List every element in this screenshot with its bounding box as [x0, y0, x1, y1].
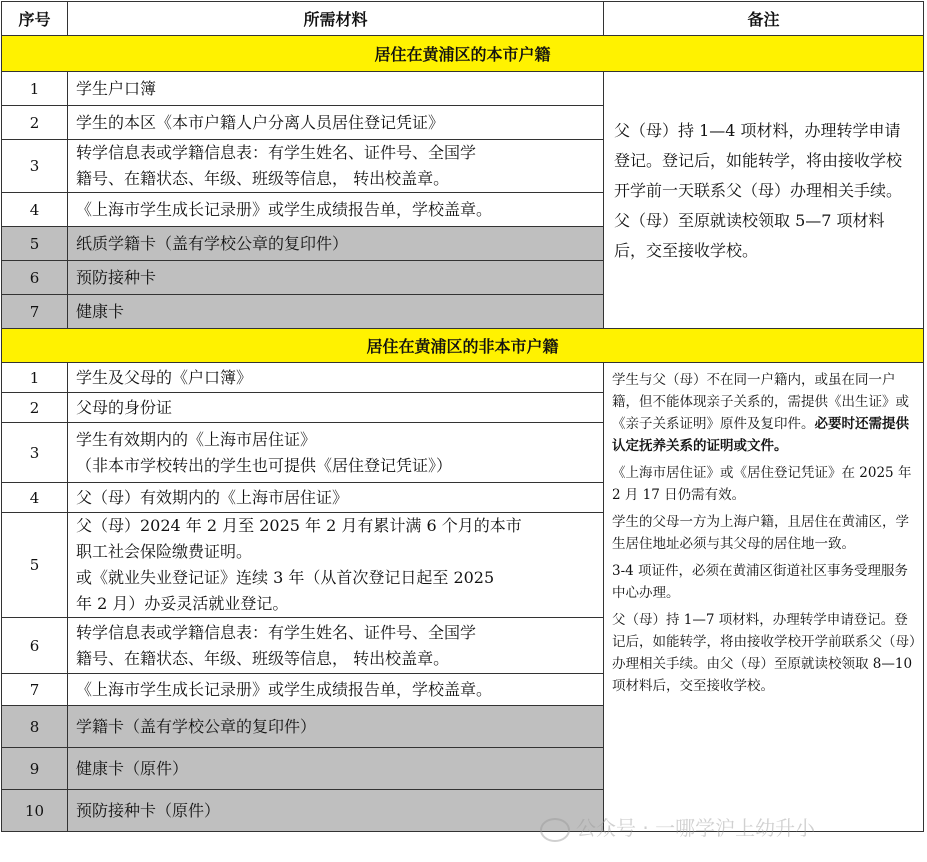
row-number: 5	[2, 227, 68, 261]
material-line: 健康卡（原件）	[76, 758, 189, 778]
row-material	[68, 72, 604, 106]
material-line: 学生户口簿	[76, 78, 157, 98]
section2-note	[604, 363, 924, 832]
header-row	[2, 2, 924, 36]
material-line: 转学信息表或学籍信息表：有学生姓名、证件号、全国学	[76, 143, 477, 162]
row-number: 6	[2, 618, 68, 674]
material-line: 转学信息表或学籍信息表：有学生姓名、证件号、全国学	[76, 622, 477, 642]
row-number: 9	[2, 748, 68, 790]
row-number: 6	[2, 261, 68, 295]
row-material	[68, 674, 604, 706]
table-row	[2, 72, 924, 106]
row-material	[68, 423, 604, 483]
row-material	[68, 483, 604, 513]
row-number: 3	[2, 423, 68, 483]
material-line: 健康卡	[76, 301, 125, 321]
note-paragraph: 《上海市居住证》或《居住登记凭证》在 2025 年 2 月 17 日仍需有效。	[612, 465, 912, 503]
row-number: 2	[2, 106, 68, 140]
row-material	[68, 295, 604, 329]
row-number: 4	[2, 193, 68, 227]
material-line: 学生及父母的《户口簿》	[76, 367, 253, 387]
material-line: 年 2 月）办妥灵活就业登记。	[76, 594, 289, 613]
row-number: 4	[2, 483, 68, 513]
row-material	[68, 227, 604, 261]
row-material	[68, 261, 604, 295]
note-paragraph: 学生的父母一方为上海户籍，且居住在黄浦区，学生居住地址必须与其父母的居住地一致。	[612, 514, 909, 552]
row-number: 2	[2, 393, 68, 423]
material-line: 学生有效期内的《上海市居住证》	[76, 429, 317, 449]
row-number: 1	[2, 72, 68, 106]
row-material	[68, 513, 604, 618]
material-line: 职工社会保险缴费证明。	[76, 542, 253, 561]
section1-note	[604, 72, 924, 329]
material-line: 纸质学籍卡（盖有学校公章的复印件）	[76, 233, 349, 253]
row-number: 1	[2, 363, 68, 393]
material-line: 学生的本区《本市户籍人户分离人员居住登记凭证》	[76, 112, 445, 132]
note-paragraph: 3-4 项证件，必须在黄浦区街道社区事务受理服务中心办理。	[612, 563, 909, 601]
note-paragraph: 父（母）至原就读校领取 5—7 项材料后，交至接收学校。	[614, 211, 885, 260]
row-number: 10	[2, 790, 68, 832]
header-materials: 所需材料	[68, 2, 604, 36]
note-paragraph	[612, 369, 917, 457]
row-material	[68, 363, 604, 393]
material-line: 籍号、在籍状态、年级、班级等信息， 转出校盖章。	[76, 648, 450, 668]
material-line: （非本市学校转出的学生也可提供《居住登记凭证》）	[76, 455, 453, 475]
row-material	[68, 193, 604, 227]
section-header-row	[2, 329, 924, 363]
row-number: 7	[2, 674, 68, 706]
row-material	[68, 393, 604, 423]
row-material	[68, 106, 604, 140]
material-line: 《上海市学生成长记录册》或学生成绩报告单，学校盖章。	[76, 199, 493, 219]
note-text: 学生与父（母）不在同一户籍内，或虽在同一户籍，但不能体现亲子关系的，需提供《出生证》或《亲子关系证明》原件及复印件。	[612, 372, 909, 432]
material-line: 或《就业失业登记证》连续 3 年（从首次登记日起至 2025	[76, 568, 495, 587]
material-line: 籍号、在籍状态、年级、班级等信息， 转出校盖章。	[76, 169, 450, 188]
row-material	[68, 140, 604, 193]
row-number: 8	[2, 706, 68, 748]
watermark-text: 公众号 · 一哪学沪上幼升小	[576, 816, 816, 840]
row-material	[68, 706, 604, 748]
material-line: 预防接种卡（原件）	[76, 800, 221, 820]
row-material	[68, 790, 604, 832]
row-material	[68, 618, 604, 674]
materials-table	[1, 1, 924, 832]
material-line: 学籍卡（盖有学校公章的复印件）	[76, 716, 317, 736]
header-no: 序号	[2, 2, 68, 36]
material-line: 《上海市学生成长记录册》或学生成绩报告单，学校盖章。	[76, 679, 493, 699]
section-title: 居住在黄浦区的非本市户籍	[2, 329, 924, 363]
material-line: 父母的身份证	[76, 397, 173, 417]
watermark	[540, 812, 815, 842]
row-material	[68, 748, 604, 790]
row-number: 5	[2, 513, 68, 618]
material-line: 父（母）有效期内的《上海市居住证》	[76, 487, 349, 507]
note-paragraph: 父（母）持 1—4 项材料，办理转学申请登记。登记后，如能转学，将由接收学校开学前一天联系父（母）办理相关手续。	[614, 121, 903, 200]
material-line: 父（母）2024 年 2 月至 2025 年 2 月有累计满 6 个月的本市	[76, 516, 522, 535]
row-number: 7	[2, 295, 68, 329]
section-header-row	[2, 36, 924, 72]
section-title: 居住在黄浦区的本市户籍	[2, 36, 924, 72]
wechat-icon	[540, 818, 570, 842]
row-number: 3	[2, 140, 68, 193]
table-body	[2, 36, 924, 832]
table-row	[2, 363, 924, 393]
header-notes: 备注	[604, 2, 924, 36]
note-paragraph: 父（母）持 1—7 项材料，办理转学申请登记。登记后，如能转学，将由接收学校开学前联系父（母）办理相关手续。由父（母）至原就读校领取 8—10 项材料后，交至接收学校。	[612, 612, 916, 694]
material-line: 预防接种卡	[76, 267, 157, 287]
note-bold-text: 必要时还需提供认定抚养关系的证明或文件。	[612, 416, 909, 454]
